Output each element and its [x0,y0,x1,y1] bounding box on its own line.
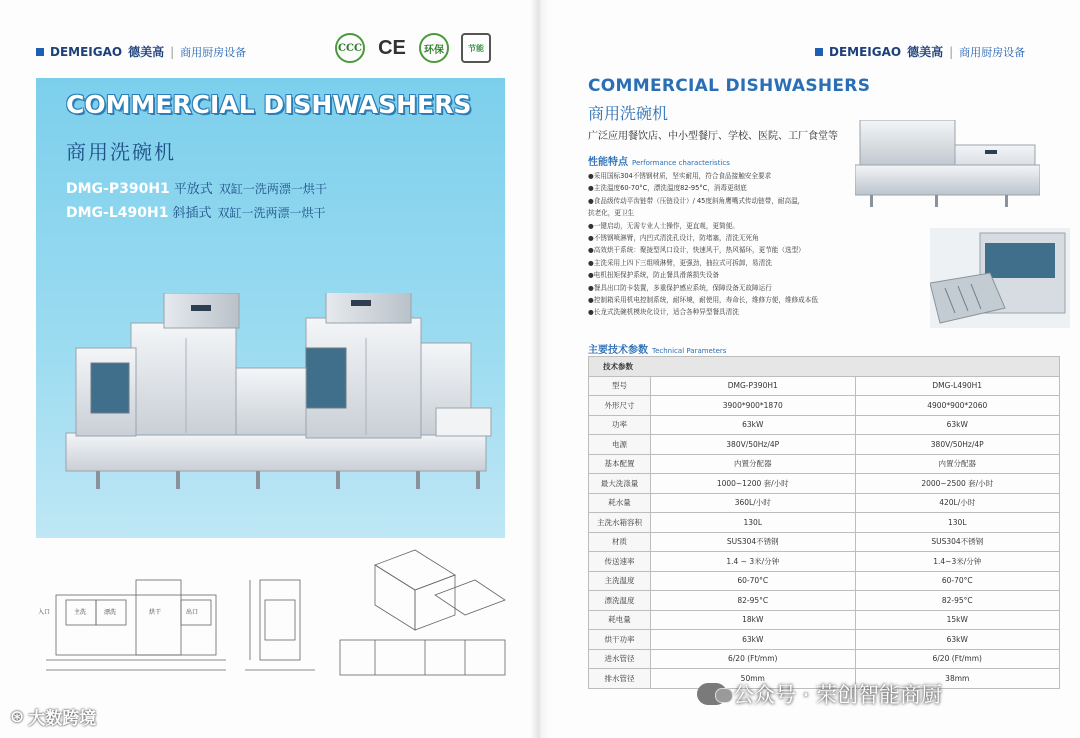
spec-table-header [589,357,1060,377]
table-row [589,376,1060,396]
row-value-a: 1000~1200 套/小时 [651,474,856,494]
model-type: 平放式 [173,182,213,197]
table-row [589,435,1060,455]
model-desc: 双缸一洗两漂一烘干 [218,182,327,196]
row-value-b: 63kW [855,415,1060,435]
params-title: 主要技术参数 [588,345,648,356]
row-label: 排水管径 [589,669,651,689]
row-value-b: 1.4~3米/分钟 [855,552,1060,572]
page-title-en: COMMERCIAL DISHWASHERS [588,76,871,96]
brand-name-cn: 德美高 [907,45,944,59]
page-fold-shadow [530,0,550,738]
drawing-label-inlet: 入口 [38,609,51,616]
model-desc: 双缸一洗两漂一烘干 [217,206,326,220]
table-row [589,532,1060,552]
row-value-a: SUS304不锈钢 [651,532,856,552]
drawing-label-rinse: 漂洗 [104,609,117,616]
spec-header-cell: 技术参数 [589,357,1060,377]
row-label: 进水管径 [589,649,651,669]
table-row [589,649,1060,669]
table-row [589,610,1060,630]
row-label: 型号 [589,376,651,396]
row-value-b: 420L/小时 [855,493,1060,513]
brand-name: DEMEIGAO [50,44,123,59]
drawing-label-dry: 烘干 [149,609,162,616]
dishwasher-illustration [56,293,496,503]
brand-category: 商用厨房设备 [959,45,1026,59]
row-value-a: 50mm [651,669,856,689]
table-row [589,454,1060,474]
row-value-b: 2000~2500 套/小时 [855,474,1060,494]
feature-item: ●主洗采用上四下三组喷淋臂，更强劲，抽拉式可拆卸，易清洗 [588,258,772,267]
feature-item: ●采用国标304不锈钢材质，坚实耐用，符合食品接触安全要求 [588,172,772,180]
row-label: 电源 [589,435,651,455]
row-value-b: 380V/50Hz/4P [855,435,1060,455]
row-value-a: 63kW [651,630,856,650]
hero-title-cn: 商用洗碗机 [66,140,176,164]
row-value-b: 内置分配器 [855,454,1060,474]
row-value-a: 63kW [651,415,856,435]
table-row [589,396,1060,416]
table-row [589,571,1060,591]
model-type: 斜插式 [172,206,212,221]
feature-item: ●高效烘干系统：聚拢型风口设计，快速风干，热风循环，更节能（选型） [588,246,805,255]
features-heading [588,153,730,168]
wechat-icon [697,683,727,705]
spec-table [588,356,1060,689]
table-row [589,415,1060,435]
row-value-b: 60-70°C [855,571,1060,591]
row-value-a: 6/20 (Ft/mm) [651,649,856,669]
table-row [589,513,1060,533]
row-value-b: 6/20 (Ft/mm) [855,649,1060,669]
ccc-cert-icon: CCC [335,33,365,63]
table-row [589,493,1060,513]
drawing-label-main-wash: 主洗 [74,609,87,616]
eco-cert-icon: 环保 [419,33,449,63]
brand-square-icon [815,48,823,56]
features-list [588,170,888,319]
features-title: 性能特点 [588,157,628,168]
feature-item: ●餐具出口防卡装置，多重保护感应系统，保障设备无故障运行 [588,283,772,292]
row-value-a: 18kW [651,610,856,630]
table-row [589,591,1060,611]
brand-square-icon [36,48,44,56]
model-line-1 [66,178,327,197]
row-label: 基本配置 [589,454,651,474]
left-watermark [10,704,96,729]
row-value-b: 82-95°C [855,591,1060,611]
brand-header-right [815,43,1025,60]
feature-item: ●主洗温度60-70°C，漂洗温度82-95°C，消毒更彻底 [588,184,747,193]
row-label: 传送速率 [589,552,651,572]
feature-item: ●电机扭矩保护系统，防止餐具滑落损失设备 [588,271,720,280]
row-value-b: 63kW [855,630,1060,650]
model-code: DMG-P390H1 [66,181,170,197]
ce-cert-icon: CE [378,36,406,59]
model-code: DMG-L490H1 [66,205,169,221]
right-watermark-text: 公众号 · 荣创智能商厨 [733,683,943,707]
brand-name: DEMEIGAO [829,44,902,59]
brand-name-cn: 德美高 [128,45,165,59]
feature-item: ●控制箱采用机电控制系统，耐环境，耐使用，寿命长，维修方便，维修成本低 [588,296,818,305]
feature-item: ●长龙式洗碗机模块化设计，适合各种异型餐具清洗 [588,308,739,317]
table-row [589,552,1060,572]
feature-item: ●不锈钢喷淋臂，内凹式清洗孔设计，防堵塞，清洗无死角 [588,234,759,243]
row-value-b: SUS304不锈钢 [855,532,1060,552]
row-label: 耗水量 [589,493,651,513]
front-view-drawing [240,570,320,680]
row-label: 功率 [589,415,651,435]
certification-logos [335,33,491,63]
row-value-b: 38mm [855,669,1060,689]
brand-separator: | [949,44,954,59]
row-value-b: 4900*900*2060 [855,396,1060,416]
drawing-label-outlet: 出口 [186,609,199,616]
product-photo-long-machine [855,120,1040,212]
params-title-en: Technical Parameters [652,347,727,355]
energy-cert-icon: 节能 [461,33,491,63]
row-label: 主洗温度 [589,571,651,591]
row-value-b: 15kW [855,610,1060,630]
row-value-a: 60-70°C [651,571,856,591]
row-label: 烘干功率 [589,630,651,650]
row-value-a: DMG-P390H1 [651,376,856,396]
brand-category: 商用厨房设备 [180,45,247,59]
row-value-a: 130L [651,513,856,533]
row-label: 耗电量 [589,610,651,630]
row-label: 主洗水箱容积 [589,513,651,533]
page-title-cn: 商用洗碗机 [588,104,669,123]
row-value-b: DMG-L490H1 [855,376,1060,396]
feature-item: 抗老化，更卫生 [588,209,635,218]
features-title-en: Performance characteristics [632,159,730,167]
row-value-b: 130L [855,513,1060,533]
row-label: 材质 [589,532,651,552]
left-watermark-text: 大数跨境 [28,709,97,729]
row-label: 漂洗温度 [589,591,651,611]
row-value-a: 内置分配器 [651,454,856,474]
row-value-a: 82-95°C [651,591,856,611]
feature-item: ●食品级传动平齿链带（压链设计）/ 45度斜角鹰嘴式传动链带，耐高温， [588,196,805,205]
brand-header-left [36,43,246,60]
isometric-drawing [335,545,515,685]
brand-separator: | [170,44,175,59]
params-heading [588,341,726,356]
model-line-2 [66,202,326,221]
row-value-a: 3900*900*1870 [651,396,856,416]
product-photo-open-tank [930,228,1070,328]
side-view-drawing [36,570,236,680]
table-row [589,630,1060,650]
row-value-a: 380V/50Hz/4P [651,435,856,455]
hero-title-en: COMMERCIAL DISHWASHERS [66,90,472,119]
right-watermark [697,679,942,709]
table-row [589,474,1060,494]
hero-panel [36,78,505,538]
row-label: 外形尺寸 [589,396,651,416]
row-value-a: 1.4 ~ 3米/分钟 [651,552,856,572]
row-value-a: 360L/小时 [651,493,856,513]
row-label: 最大洗涤量 [589,474,651,494]
watermark-icon: ⊛ [10,706,25,727]
feature-item: ●一键启动，无需专业人士操作，更直观，更简便。 [588,221,739,230]
applications-text: 广泛应用餐饮店、中小型餐厅、学校、医院、工厂食堂等 [588,131,838,142]
right-page [540,0,1080,738]
